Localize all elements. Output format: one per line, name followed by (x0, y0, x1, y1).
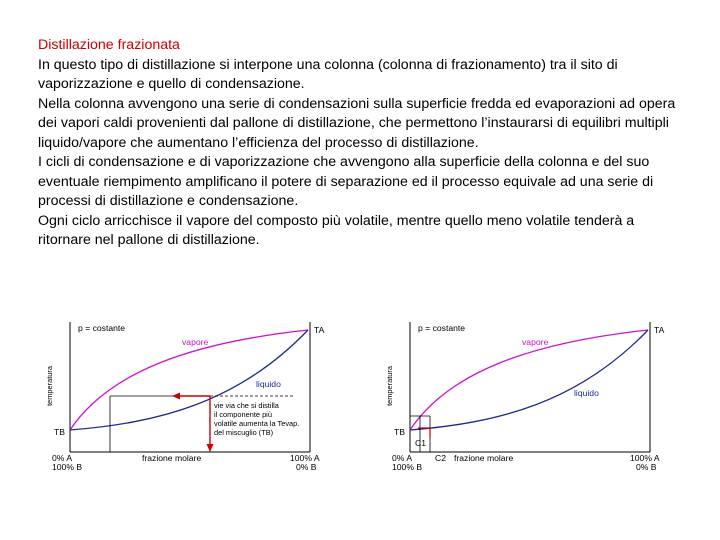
text-block (38, 36, 688, 251)
paragraph: I cicli di condensazione e di vaporizzazione che avvengono alla superficie della colonna e del suo eventuale riempimento amplificano il potere di separazione ed il processo equivale ad una serie di processi di distillazione e condensazione. (38, 154, 654, 209)
x-right-bottom: 0% B (636, 462, 657, 472)
x-left-top: 0% A (52, 453, 73, 463)
c2-label: C2 (435, 453, 446, 463)
x-axis-label: frazione molare (142, 453, 202, 463)
vapor-label: vapore (182, 337, 209, 347)
y-axis-label: temperatura (45, 366, 54, 406)
page-title: Distillazione frazionata (38, 37, 180, 53)
c1-label: C1 (415, 438, 426, 448)
paragraph: In questo tipo di distillazione si interpone una colonna (colonna di frazionamento) tra il sito di vaporizzazione e quello di condensazione. (38, 56, 618, 92)
tb-label: TB (54, 427, 65, 437)
note-line: del miscuglio (TB) (214, 428, 274, 437)
x-left-top: 0% A (392, 453, 413, 463)
paragraph: Nella colonna avvengono una serie di condensazioni sulla superficie fredda ed evaporazioni ad opera dei vapori caldi provenienti dal pallone di distillazione, che permettono l’instaurarsi di equilibri multipli liquido/vapore che aumentano l’efficienza del processo di distillazione. (38, 95, 676, 151)
note-line: vie via che si distilla (214, 401, 279, 410)
condition-label: p = costante (78, 323, 126, 333)
x-right-top: 100% A (630, 453, 660, 463)
arrow-head-icon (207, 444, 214, 452)
arrow-head-icon (172, 393, 180, 400)
x-left-bottom: 100% B (52, 462, 83, 472)
x-right-bottom: 0% B (296, 462, 317, 472)
ta-label: TA (654, 325, 665, 335)
ta-label: TA (314, 325, 325, 335)
x-axis-label: frazione molare (454, 453, 514, 463)
note-line: il componente più (214, 410, 272, 419)
tb-label: TB (394, 427, 405, 437)
vapor-label: vapore (522, 337, 549, 347)
note-line: volatile aumenta la Tevap. (214, 419, 300, 428)
paragraph: Ogni ciclo arricchisce il vapore del composto più volatile, mentre quello meno volatile tenderà a ritornare nel pallone di distillazione. (38, 212, 635, 248)
phase-diagram-right (378, 318, 678, 478)
liquid-label: liquido (574, 388, 599, 398)
x-right-top: 100% A (290, 453, 320, 463)
condition-label: p = costante (418, 323, 466, 333)
liquid-label: liquido (256, 379, 281, 389)
phase-diagram-left (38, 318, 338, 478)
x-left-bottom: 100% B (392, 462, 423, 472)
y-axis-label: temperatura (385, 366, 394, 406)
